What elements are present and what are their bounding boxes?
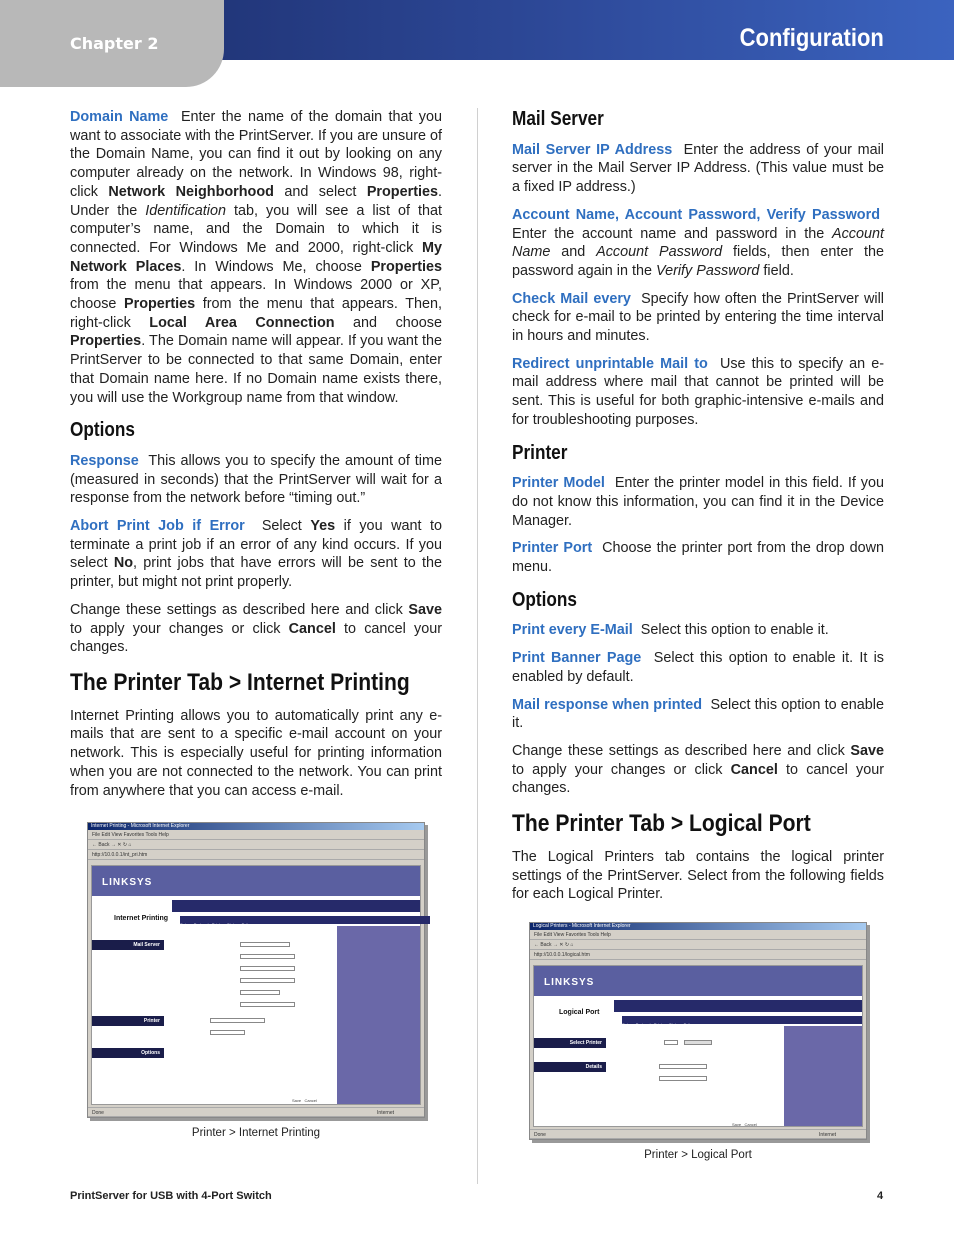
- options-heading: Options: [70, 419, 135, 442]
- logical-port-screenshot: Logical Printers - Microsoft Internet Explorer File Edit View Favorites Tools Help ← Back → ✕ ↻ ⌂ http://10.0.0.1/logical.htm LINKSYS Logical Port Setup Protocol Printer Status Exit Select Printer Details Save Cancel Done Internet: [529, 922, 867, 1140]
- screenshot-page-2: LINKSYS Logical Port Setup Protocol Printer Status Exit Select Printer Details Save Cancel: [533, 965, 863, 1127]
- internet-printing-heading: The Printer Tab > Internet Printing: [70, 668, 410, 696]
- figure-caption-2: Printer > Logical Port: [644, 1148, 752, 1161]
- printer-heading: Printer: [512, 441, 568, 464]
- screenshot-page: LINKSYS Internet Printing Setup Protocol Printer Status Exit Mail Server Printer Options Save Cancel: [91, 865, 421, 1105]
- mail-response-para: Mail response when printed Select this option to enable it.: [512, 696, 885, 732]
- chapter-tab: [0, 0, 224, 87]
- change-para-right: Change these settings as described here and click Save to apply your changes or click Cancel to cancel your changes.: [512, 742, 884, 797]
- logical-port-heading: The Printer Tab > Logical Port: [512, 810, 811, 838]
- printer-port-para: Printer Port Choose the printer port from the drop down menu.: [512, 540, 885, 576]
- printer-model-para: Printer Model Enter the printer model in this field. If you do not know this information, you can find it in the Device Manager.: [512, 475, 884, 529]
- logical-port-intro: The Logical Printers tab contains the logical printer settings of the PrintServer. Select from the following fields for each Logical Printer.: [512, 848, 884, 903]
- column-divider: [477, 108, 478, 1184]
- footer-page-number: 4: [877, 1190, 884, 1202]
- response-para: Response This allows you to specify the amount of time (measured in seconds) that the PrintServer will wait for a response from the network before “timing out.”: [70, 452, 442, 507]
- account-para: Account Name, Account Password, Verify Password Enter the account name and password in the Account Name and Account Password fields, then enter the password again in the Verify Password field.: [512, 206, 884, 279]
- internet-printing-intro: Internet Printing allows you to automatically print any e-mails that are sent to a specific e-mail account on your network. This is especially useful for printing information when you are not connected to the network. You can print from anywhere that you can access e-mail.: [70, 707, 442, 799]
- banner-para: Print Banner Page Select this option to enable it. It is enabled by default.: [512, 650, 884, 685]
- domain-name-para: Domain Name Enter the name of the domain that you want to associate with the PrintServer. If you are unsure of the Domain Name, you can find it out by looking on any computer already on the network. In Windows 98, right-click Network Neighborhood and select Properties. Under the Identification tab, you will see a list of that computer’s name, and the Domain to which it is connected. For Windows Me and 2000, right-click My Network Places. In Windows Me, choose Properties from the menu that appears. In Windows 2000 or XP, choose Properties from the menu that appears. Then, right-click Local Area Connection and choose Properties. The Domain name will appear. If you want the PrintServer to be connected to that same Domain, enter that Domain name here. If no Domain name exists there, you will use the Workgroup name from that window.: [70, 109, 443, 406]
- change-para: Change these settings as described here and click Save to apply your changes or click Cancel to cancel your changes.: [70, 601, 442, 656]
- options-heading-right: Options: [512, 588, 577, 611]
- redirect-para: Redirect unprintable Mail to Use this to specify an e-mail address where mail that cannot be printed will be sent. This is useful for both graphic-intensive e-mails and for troubleshooting purposes.: [512, 355, 884, 428]
- section-title: Configuration: [739, 24, 884, 52]
- print-every-para: Print every E-Mail Select this option to enable it.: [512, 622, 829, 639]
- left-column: [70, 108, 442, 1143]
- right-column: [512, 110, 884, 1165]
- mail-ip-para: Mail Server IP Address Enter the address of your mail server in the Mail Server IP Address. (This value must be a fixed IP address.): [512, 141, 884, 196]
- chapter-label: Chapter 2: [70, 34, 159, 53]
- abort-para: Abort Print Job if Error Select Yes if you want to terminate a print job if an error of any kind occurs. If you select No, print jobs that have errors will be sent to the printer, but might not print properly.: [70, 518, 443, 591]
- figure-caption: Printer > Internet Printing: [191, 1127, 321, 1140]
- check-mail-para: Check Mail every Specify how often the PrintServer will check for e-mail to be printed by entering the time interval in hours and minutes.: [512, 290, 884, 345]
- internet-printing-screenshot: Internet Printing - Microsoft Internet Explorer File Edit View Favorites Tools Help ← Back → ✕ ↻ ⌂ http://10.0.0.1/int_pri.htm LINKSYS Internet Printing Setup Protocol Printer Status Exit Mail Server Printer Options Save Cancel Done Internet: [87, 822, 425, 1118]
- mail-server-heading: Mail Server: [512, 108, 604, 130]
- footer-product: PrintServer for USB with 4-Port Switch: [70, 1190, 272, 1202]
